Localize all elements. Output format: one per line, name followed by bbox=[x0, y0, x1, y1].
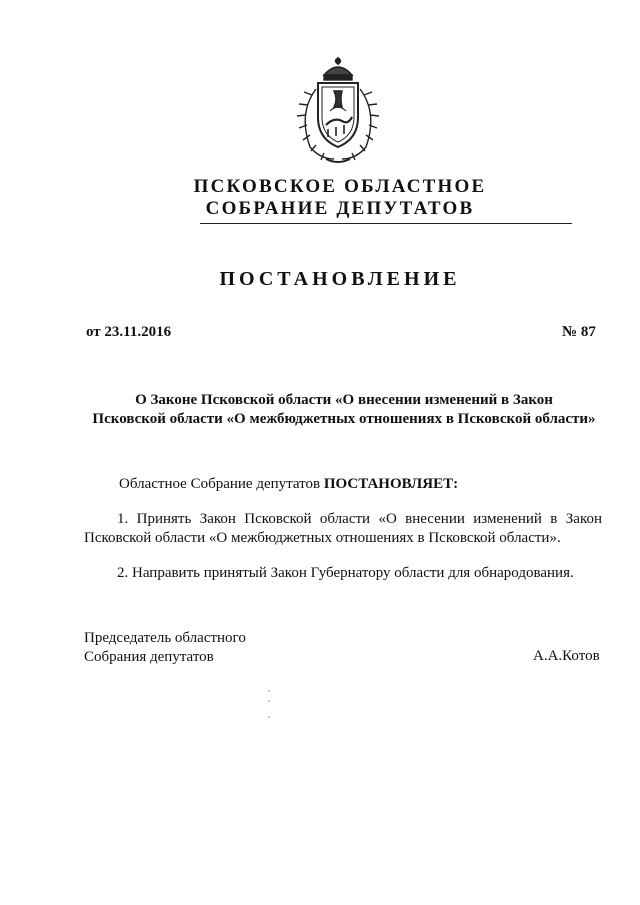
scan-speck bbox=[268, 716, 270, 718]
document-number: № 87 bbox=[562, 324, 596, 340]
document-date: от 23.11.2016 bbox=[86, 324, 172, 340]
decree-keyword: ПОСТАНОВЛЯЕТ: bbox=[323, 476, 459, 492]
signatory-name: А.А.Котов bbox=[533, 648, 600, 664]
organization-line-2: СОБРАНИЕ ДЕПУТАТОВ bbox=[205, 198, 475, 219]
decree-item-1: 1. Принять Закон Псковской области «О внесении изменений в Закон Псковской области «О межбюджетных отношениях в Псковской области». bbox=[84, 511, 602, 546]
document-type-title: ПОСТАНОВЛЕНИЕ bbox=[219, 268, 461, 290]
organization-line-1: ПСКОВСКОЕ ОБЛАСТНОЕ bbox=[193, 176, 487, 197]
header-divider bbox=[200, 223, 572, 224]
signatory-title bbox=[84, 629, 246, 667]
subject-line-1: О Законе Псковской области «О внесении изменений в Закон bbox=[135, 392, 553, 408]
document-subject bbox=[84, 391, 604, 429]
coat-of-arms-icon bbox=[290, 55, 386, 167]
signatory-title-line-2: Собрания депутатов bbox=[84, 649, 214, 665]
signatory-title-line-1: Председатель областного bbox=[84, 630, 246, 646]
decree-statement bbox=[119, 476, 458, 493]
scan-speck bbox=[268, 700, 270, 702]
decree-item-2: 2. Направить принятый Закон Губернатору области для обнародования. bbox=[117, 565, 574, 581]
decree-prefix: Областное Собрание депутатов bbox=[119, 476, 324, 492]
scan-speck bbox=[268, 690, 270, 692]
subject-line-2: Псковской области «О межбюджетных отношениях в Псковской области» bbox=[92, 411, 596, 427]
